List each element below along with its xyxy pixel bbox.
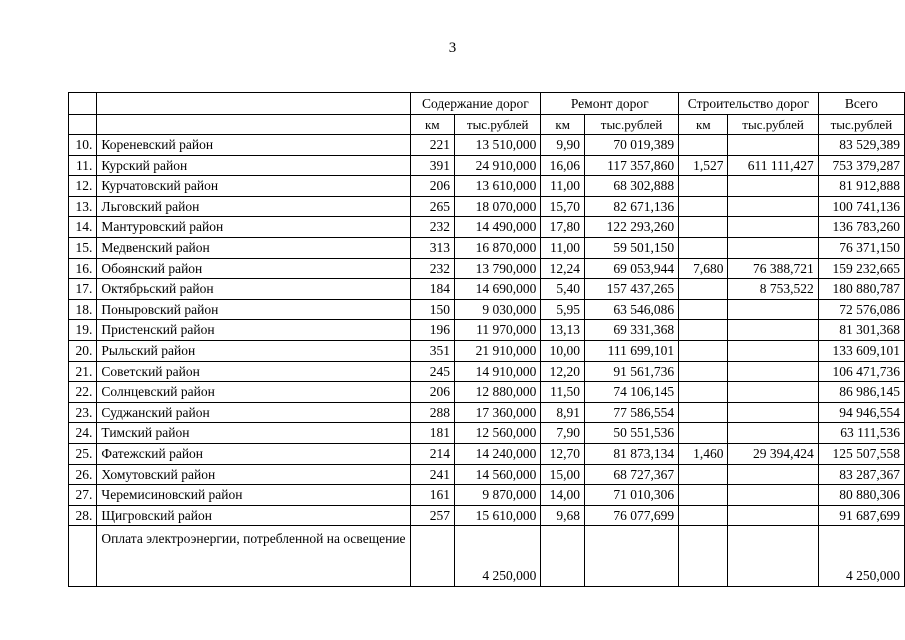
cell-construction-rub bbox=[728, 464, 818, 485]
cell-row-index: 11. bbox=[69, 155, 97, 176]
cell-maintenance-rub: 21 910,000 bbox=[455, 340, 541, 361]
cell-total-rub: 136 783,260 bbox=[818, 217, 904, 238]
cell-district-name: Медвенский район bbox=[97, 237, 410, 258]
cell-total-rub: 80 880,306 bbox=[818, 485, 904, 506]
cell-district-name: Фатежский район bbox=[97, 443, 410, 464]
cell-maintenance-rub: 14 490,000 bbox=[455, 217, 541, 238]
cell-total-rub: 753 379,287 bbox=[818, 155, 904, 176]
table-row bbox=[69, 217, 905, 238]
cell-repair-rub: 117 357,860 bbox=[585, 155, 679, 176]
cell-maintenance-rub: 12 560,000 bbox=[455, 423, 541, 444]
cell-maintenance-rub: 24 910,000 bbox=[455, 155, 541, 176]
cell-construction-km bbox=[679, 423, 728, 444]
cell-construction-rub bbox=[728, 217, 818, 238]
cell-row-index: 14. bbox=[69, 217, 97, 238]
unit-maintenance-km: км bbox=[410, 115, 455, 135]
cell-maintenance-km: 257 bbox=[410, 505, 455, 526]
cell-district-name: Мантуровский район bbox=[97, 217, 410, 238]
table-row bbox=[69, 340, 905, 361]
cell-maintenance-km: 288 bbox=[410, 402, 455, 423]
table-row bbox=[69, 279, 905, 300]
cell-repair-rub: 59 501,150 bbox=[585, 237, 679, 258]
cell-maintenance-rub: 9 870,000 bbox=[455, 485, 541, 506]
cell-construction-km bbox=[679, 217, 728, 238]
cell-row-index: 27. bbox=[69, 485, 97, 506]
cell-total-rub: 159 232,665 bbox=[818, 258, 904, 279]
table-row bbox=[69, 505, 905, 526]
cell-repair-km: 10,00 bbox=[541, 340, 585, 361]
cell-construction-km bbox=[679, 279, 728, 300]
cell-construction-km: 1,527 bbox=[679, 155, 728, 176]
table-row bbox=[69, 320, 905, 341]
cell-repair-rub: 91 561,736 bbox=[585, 361, 679, 382]
cell-district-name: Оплата электроэнергии, потребленной на освещение bbox=[97, 526, 410, 587]
header-repair: Ремонт дорог bbox=[541, 93, 679, 115]
cell-row-index: 23. bbox=[69, 402, 97, 423]
cell-total-rub: 81 301,368 bbox=[818, 320, 904, 341]
cell-construction-km bbox=[679, 299, 728, 320]
cell-total-rub: 63 111,536 bbox=[818, 423, 904, 444]
header-construction: Строительство дорог bbox=[679, 93, 819, 115]
cell-total-rub: 106 471,736 bbox=[818, 361, 904, 382]
table-row bbox=[69, 485, 905, 506]
cell-total-rub: 83 529,389 bbox=[818, 135, 904, 156]
cell-total-rub: 100 741,136 bbox=[818, 196, 904, 217]
cell-construction-rub: 29 394,424 bbox=[728, 443, 818, 464]
cell-total-rub: 180 880,787 bbox=[818, 279, 904, 300]
unit-total-rub: тыс.рублей bbox=[818, 115, 904, 135]
cell-construction-km: 7,680 bbox=[679, 258, 728, 279]
table-row bbox=[69, 423, 905, 444]
cell-repair-rub: 68 727,367 bbox=[585, 464, 679, 485]
cell-total-rub: 76 371,150 bbox=[818, 237, 904, 258]
cell-repair-km: 11,00 bbox=[541, 237, 585, 258]
cell-row-index bbox=[69, 526, 97, 587]
cell-construction-rub bbox=[728, 402, 818, 423]
lighting-electricity-row bbox=[69, 526, 905, 587]
cell-repair-km: 15,70 bbox=[541, 196, 585, 217]
cell-construction-rub: 76 388,721 bbox=[728, 258, 818, 279]
header-name-cell bbox=[97, 93, 410, 115]
unit-name-cell bbox=[97, 115, 410, 135]
cell-construction-rub bbox=[728, 320, 818, 341]
cell-repair-km: 9,68 bbox=[541, 505, 585, 526]
table-row bbox=[69, 237, 905, 258]
unit-maintenance-rub: тыс.рублей bbox=[455, 115, 541, 135]
cell-construction-km bbox=[679, 196, 728, 217]
cell-total-rub: 72 576,086 bbox=[818, 299, 904, 320]
cell-total-rub: 81 912,888 bbox=[818, 176, 904, 197]
cell-maintenance-km: 391 bbox=[410, 155, 455, 176]
cell-district-name: Хомутовский район bbox=[97, 464, 410, 485]
cell-maintenance-km: 241 bbox=[410, 464, 455, 485]
unit-repair-km: км bbox=[541, 115, 585, 135]
cell-construction-rub bbox=[728, 176, 818, 197]
cell-repair-rub: 69 331,368 bbox=[585, 320, 679, 341]
cell-repair-km: 16,06 bbox=[541, 155, 585, 176]
header-total: Всего bbox=[818, 93, 904, 115]
cell-repair-rub: 63 546,086 bbox=[585, 299, 679, 320]
cell-repair-rub: 77 586,554 bbox=[585, 402, 679, 423]
cell-maintenance-km: 232 bbox=[410, 258, 455, 279]
cell-repair-km: 12,24 bbox=[541, 258, 585, 279]
cell-construction-km bbox=[679, 402, 728, 423]
cell-district-name: Тимский район bbox=[97, 423, 410, 444]
cell-row-index: 22. bbox=[69, 382, 97, 403]
cell-construction-km bbox=[679, 340, 728, 361]
cell-district-name: Щигровский район bbox=[97, 505, 410, 526]
cell-repair-km bbox=[541, 526, 585, 587]
cell-repair-rub: 82 671,136 bbox=[585, 196, 679, 217]
header-idx-cell bbox=[69, 93, 97, 115]
cell-construction-km bbox=[679, 464, 728, 485]
table-row bbox=[69, 155, 905, 176]
cell-construction-km bbox=[679, 505, 728, 526]
cell-repair-km: 12,70 bbox=[541, 443, 585, 464]
cell-district-name: Кореневский район bbox=[97, 135, 410, 156]
cell-construction-km bbox=[679, 320, 728, 341]
table-row bbox=[69, 196, 905, 217]
cell-district-name: Рыльский район bbox=[97, 340, 410, 361]
cell-maintenance-km: 150 bbox=[410, 299, 455, 320]
cell-row-index: 19. bbox=[69, 320, 97, 341]
cell-repair-rub: 69 053,944 bbox=[585, 258, 679, 279]
unit-idx-cell bbox=[69, 115, 97, 135]
cell-total-rub: 86 986,145 bbox=[818, 382, 904, 403]
cell-row-index: 25. bbox=[69, 443, 97, 464]
cell-repair-km: 8,91 bbox=[541, 402, 585, 423]
cell-total-rub: 91 687,699 bbox=[818, 505, 904, 526]
cell-repair-km: 7,90 bbox=[541, 423, 585, 444]
cell-maintenance-rub: 17 360,000 bbox=[455, 402, 541, 423]
cell-repair-rub: 50 551,536 bbox=[585, 423, 679, 444]
cell-row-index: 16. bbox=[69, 258, 97, 279]
cell-construction-rub bbox=[728, 299, 818, 320]
cell-district-name: Солнцевский район bbox=[97, 382, 410, 403]
table-row bbox=[69, 382, 905, 403]
cell-district-name: Пристенский район bbox=[97, 320, 410, 341]
cell-maintenance-rub: 12 880,000 bbox=[455, 382, 541, 403]
cell-repair-rub: 74 106,145 bbox=[585, 382, 679, 403]
cell-district-name: Суджанский район bbox=[97, 402, 410, 423]
cell-repair-rub: 68 302,888 bbox=[585, 176, 679, 197]
cell-construction-km: 1,460 bbox=[679, 443, 728, 464]
cell-maintenance-km: 232 bbox=[410, 217, 455, 238]
cell-repair-km: 11,00 bbox=[541, 176, 585, 197]
cell-construction-rub bbox=[728, 361, 818, 382]
table-row bbox=[69, 443, 905, 464]
cell-construction-rub bbox=[728, 526, 818, 587]
cell-construction-km bbox=[679, 485, 728, 506]
cell-repair-km: 5,40 bbox=[541, 279, 585, 300]
cell-construction-rub bbox=[728, 505, 818, 526]
cell-construction-km bbox=[679, 135, 728, 156]
cell-construction-km bbox=[679, 382, 728, 403]
cell-maintenance-km: 161 bbox=[410, 485, 455, 506]
cell-maintenance-km: 351 bbox=[410, 340, 455, 361]
unit-construction-rub: тыс.рублей bbox=[728, 115, 818, 135]
roads-table bbox=[68, 92, 905, 587]
cell-total-rub: 94 946,554 bbox=[818, 402, 904, 423]
cell-row-index: 13. bbox=[69, 196, 97, 217]
cell-row-index: 18. bbox=[69, 299, 97, 320]
cell-maintenance-rub: 13 610,000 bbox=[455, 176, 541, 197]
table-row bbox=[69, 176, 905, 197]
cell-maintenance-rub: 14 910,000 bbox=[455, 361, 541, 382]
cell-construction-km bbox=[679, 176, 728, 197]
unit-construction-km: км bbox=[679, 115, 728, 135]
table-row bbox=[69, 135, 905, 156]
cell-row-index: 10. bbox=[69, 135, 97, 156]
cell-total-rub: 133 609,101 bbox=[818, 340, 904, 361]
cell-repair-rub: 111 699,101 bbox=[585, 340, 679, 361]
cell-row-index: 24. bbox=[69, 423, 97, 444]
cell-row-index: 20. bbox=[69, 340, 97, 361]
cell-row-index: 15. bbox=[69, 237, 97, 258]
cell-repair-rub: 70 019,389 bbox=[585, 135, 679, 156]
cell-row-index: 28. bbox=[69, 505, 97, 526]
table-row bbox=[69, 464, 905, 485]
cell-district-name: Курчатовский район bbox=[97, 176, 410, 197]
cell-maintenance-rub: 13 510,000 bbox=[455, 135, 541, 156]
cell-construction-rub bbox=[728, 485, 818, 506]
cell-construction-rub: 611 111,427 bbox=[728, 155, 818, 176]
cell-construction-rub bbox=[728, 237, 818, 258]
cell-repair-km: 13,13 bbox=[541, 320, 585, 341]
cell-repair-km: 11,50 bbox=[541, 382, 585, 403]
cell-maintenance-km: 184 bbox=[410, 279, 455, 300]
cell-repair-km: 17,80 bbox=[541, 217, 585, 238]
cell-row-index: 21. bbox=[69, 361, 97, 382]
cell-district-name: Льговский район bbox=[97, 196, 410, 217]
cell-repair-rub: 76 077,699 bbox=[585, 505, 679, 526]
cell-maintenance-km: 313 bbox=[410, 237, 455, 258]
cell-construction-rub bbox=[728, 423, 818, 444]
cell-maintenance-rub: 14 690,000 bbox=[455, 279, 541, 300]
cell-total-rub: 125 507,558 bbox=[818, 443, 904, 464]
header-row-units bbox=[69, 115, 905, 135]
cell-construction-rub: 8 753,522 bbox=[728, 279, 818, 300]
cell-construction-km bbox=[679, 237, 728, 258]
cell-repair-km: 9,90 bbox=[541, 135, 585, 156]
cell-construction-rub bbox=[728, 196, 818, 217]
cell-construction-rub bbox=[728, 340, 818, 361]
cell-district-name: Октябрьский район bbox=[97, 279, 410, 300]
cell-maintenance-km: 214 bbox=[410, 443, 455, 464]
cell-district-name: Обоянский район bbox=[97, 258, 410, 279]
table-body bbox=[69, 135, 905, 587]
cell-maintenance-rub: 14 560,000 bbox=[455, 464, 541, 485]
cell-row-index: 12. bbox=[69, 176, 97, 197]
table-row bbox=[69, 361, 905, 382]
cell-maintenance-km: 181 bbox=[410, 423, 455, 444]
page-number: 3 bbox=[448, 40, 457, 56]
cell-construction-rub bbox=[728, 382, 818, 403]
cell-maintenance-rub: 18 070,000 bbox=[455, 196, 541, 217]
table-row bbox=[69, 402, 905, 423]
table-row bbox=[69, 299, 905, 320]
cell-total-rub: 83 287,367 bbox=[818, 464, 904, 485]
cell-maintenance-rub: 9 030,000 bbox=[455, 299, 541, 320]
cell-maintenance-km: 265 bbox=[410, 196, 455, 217]
unit-repair-rub: тыс.рублей bbox=[585, 115, 679, 135]
cell-repair-km: 5,95 bbox=[541, 299, 585, 320]
cell-district-name: Курский район bbox=[97, 155, 410, 176]
cell-maintenance-km: 245 bbox=[410, 361, 455, 382]
cell-maintenance-km bbox=[410, 526, 455, 587]
cell-maintenance-km: 196 bbox=[410, 320, 455, 341]
cell-maintenance-km: 221 bbox=[410, 135, 455, 156]
cell-maintenance-rub: 15 610,000 bbox=[455, 505, 541, 526]
cell-repair-rub: 71 010,306 bbox=[585, 485, 679, 506]
cell-district-name: Советский район bbox=[97, 361, 410, 382]
cell-total-rub: 4 250,000 bbox=[818, 526, 904, 587]
header-maintenance: Содержание дорог bbox=[410, 93, 541, 115]
cell-repair-rub: 81 873,134 bbox=[585, 443, 679, 464]
cell-repair-km: 15,00 bbox=[541, 464, 585, 485]
header-row-groups bbox=[69, 93, 905, 115]
cell-repair-km: 12,20 bbox=[541, 361, 585, 382]
cell-maintenance-rub: 16 870,000 bbox=[455, 237, 541, 258]
cell-construction-km bbox=[679, 361, 728, 382]
cell-district-name: Поныровский район bbox=[97, 299, 410, 320]
cell-repair-km: 14,00 bbox=[541, 485, 585, 506]
cell-repair-rub: 157 437,265 bbox=[585, 279, 679, 300]
cell-construction-km bbox=[679, 526, 728, 587]
cell-maintenance-rub: 11 970,000 bbox=[455, 320, 541, 341]
cell-repair-rub bbox=[585, 526, 679, 587]
cell-maintenance-km: 206 bbox=[410, 382, 455, 403]
cell-repair-rub: 122 293,260 bbox=[585, 217, 679, 238]
cell-row-index: 17. bbox=[69, 279, 97, 300]
cell-maintenance-km: 206 bbox=[410, 176, 455, 197]
cell-maintenance-rub: 13 790,000 bbox=[455, 258, 541, 279]
cell-row-index: 26. bbox=[69, 464, 97, 485]
cell-district-name: Черемисиновский район bbox=[97, 485, 410, 506]
cell-maintenance-rub: 4 250,000 bbox=[455, 526, 541, 587]
table-row bbox=[69, 258, 905, 279]
cell-construction-rub bbox=[728, 135, 818, 156]
cell-maintenance-rub: 14 240,000 bbox=[455, 443, 541, 464]
